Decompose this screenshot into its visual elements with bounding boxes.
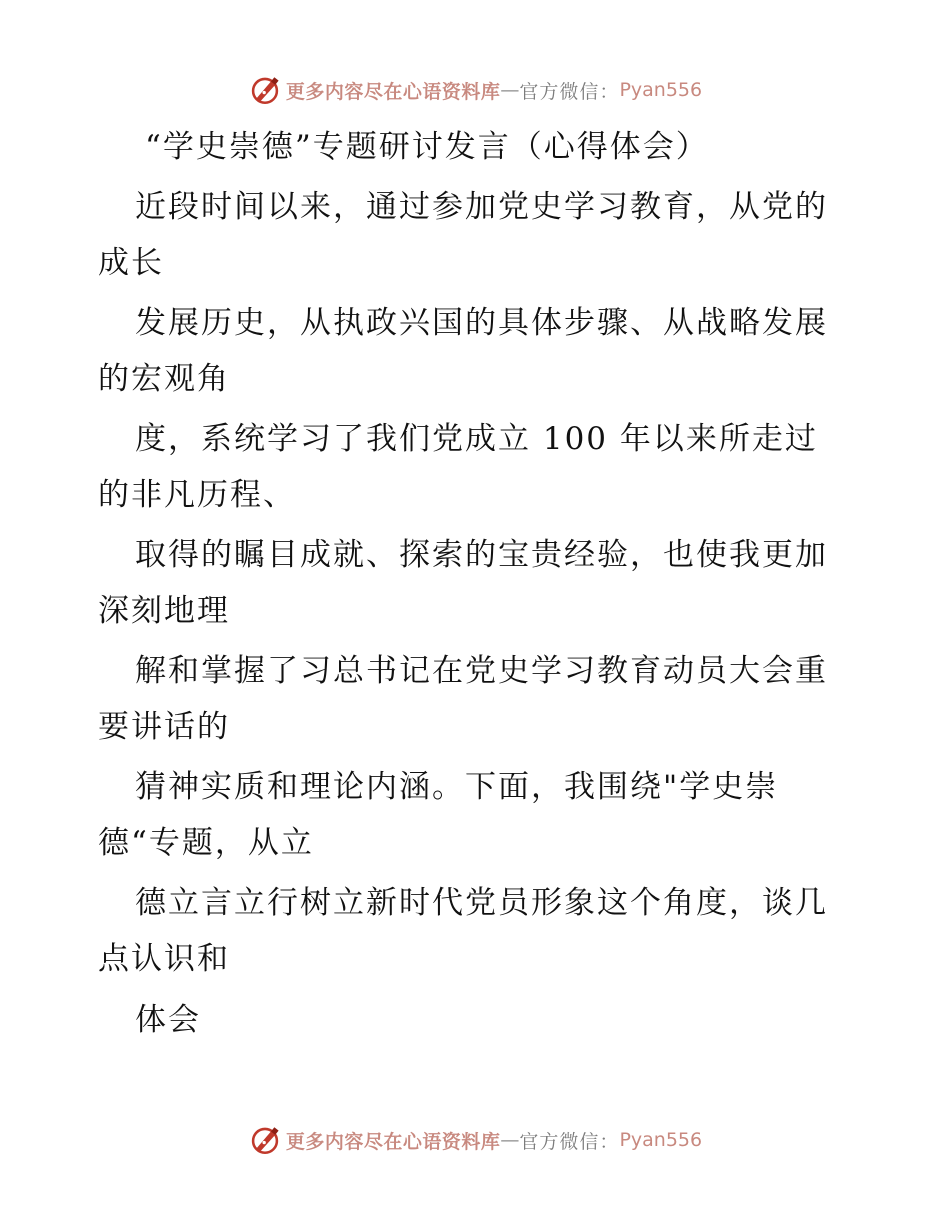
watermark-brand: 更多内容尽在心语资料库 (285, 80, 501, 103)
header-watermark (0, 70, 950, 110)
watermark-wechat-id: Pyan556 (619, 79, 703, 101)
paragraph-line: 近段时间以来，通过参加党史学习教育，从党的 (135, 189, 828, 225)
paragraph-line: 的非凡历程、 (98, 477, 296, 513)
document-title: “学史崇德”专题研讨发言（心得体会） (145, 129, 709, 165)
paragraph-line: 深刻地理 (98, 593, 230, 629)
paragraph-line: 发展历史，从执政兴国的具体步骤、从战略发展 (135, 305, 828, 341)
paragraph-line: 度，系统学习了我们党成立 100 年以来所走过 (135, 421, 818, 457)
watermark-brand: 更多内容尽在心语资料库 (285, 1130, 501, 1153)
watermark-wechat-label: 官方微信： (519, 80, 620, 103)
watermark-dash: — (500, 1129, 520, 1151)
paragraph-line: 要讲话的 (98, 709, 230, 745)
paragraph-line: 体会 (135, 1002, 201, 1038)
paragraph-line: 德立言立行树立新时代党员形象这个角度，谈几 (135, 885, 828, 921)
watermark-wechat-label: 官方微信： (519, 1130, 620, 1153)
paragraph-line: 解和掌握了习总书记在党史学习教育动员大会重 (135, 653, 828, 689)
paragraph-line: 取得的瞩目成就、探索的宝贵经验，也使我更加 (135, 537, 828, 573)
footer-watermark (0, 1120, 950, 1160)
watermark-wechat-id: Pyan556 (619, 1129, 703, 1151)
watermark-dash: — (500, 79, 520, 101)
paragraph-line: 成长 (98, 245, 164, 281)
paragraph-line: 的宏观角 (98, 361, 230, 397)
paragraph-line: 德“专题，从立 (98, 825, 314, 861)
paragraph-line: 猜神实质和理论内涵。下面，我围绕"学史崇 (135, 769, 779, 805)
paragraph-line: 点认识和 (98, 941, 230, 977)
pen-nib-logo-icon (248, 1123, 282, 1157)
pen-nib-logo-icon (248, 73, 282, 107)
